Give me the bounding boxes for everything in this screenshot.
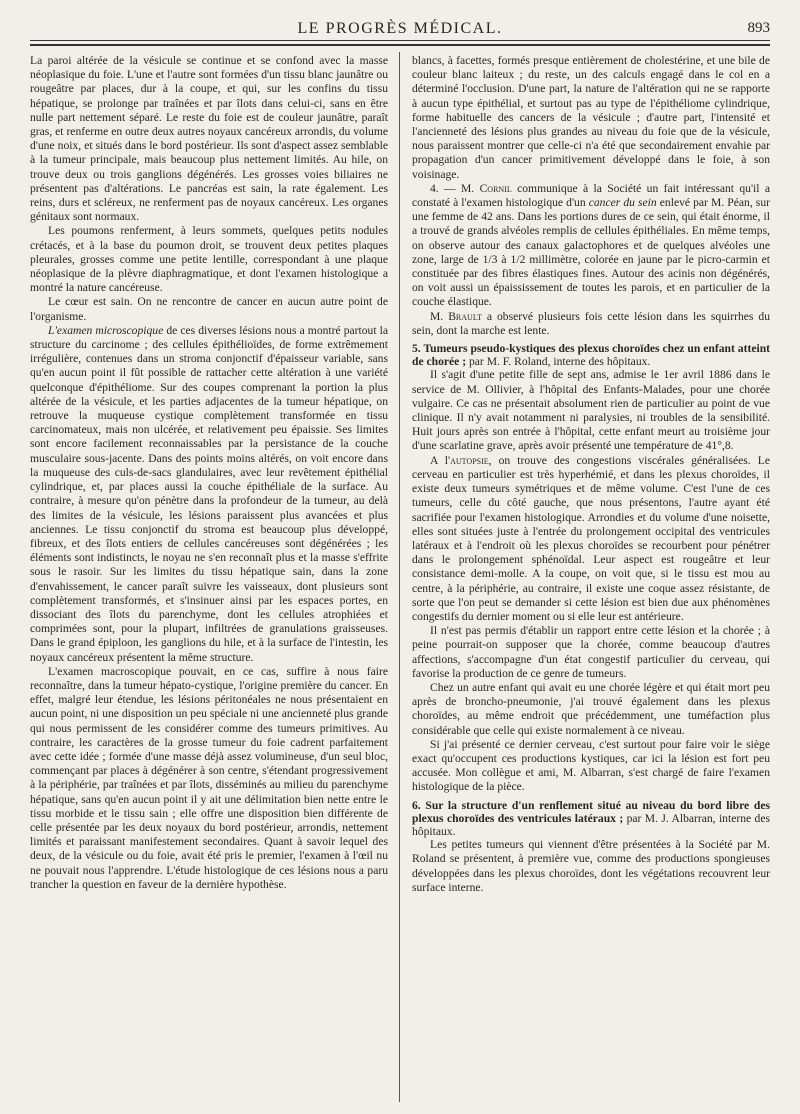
section-heading xyxy=(412,342,770,368)
paragraph: Les petites tumeurs qui viennent d'être présentées à la Société par M. Roland se présentent, à première vue, comme des productions spongieuses développées dans les plexus choroïdes, dont les végétations recouvrent leur surface interne. xyxy=(412,838,770,894)
left-column xyxy=(30,54,388,1106)
emphasis: L'examen microscopique xyxy=(48,323,164,337)
small-caps-word: autopsie xyxy=(450,453,489,467)
paragraph: Il n'est pas permis d'établir un rapport entre cette lésion et la chorée ; à peine pourrait-on supposer que la chorée, comme beaucoup d'autres affections, s'accompagne d'un état congestif particulier du cerveau, qui favorise la production de ce genre de tumeurs. xyxy=(412,624,770,680)
paragraph: Il s'agit d'une petite fille de sept ans, admise le 1er avril 1886 dans le service de M. Ollivier, à l'hôpital des Enfants-Malades, pour une chorée vulgaire. Ce cas ne présentait absolument rien de particulier au point de vue clinique. Il n'y avait notamment ni paralysies, ni troubles de la sensibilité. Huit jours après son entrée à l'hôpital, cette enfant meurt au troisième jour d'une scarlatine grave, après avoir présenté une température de 41°,8. xyxy=(412,368,770,453)
paragraph-text: A l' xyxy=(430,453,451,467)
paragraph: Chez un autre enfant qui avait eu une chorée légère et qui était mort peu après de broncho-pneumonie, j'ai trouvé également dans les plexus choroïdes, au même endroit que précédemment, une tuméfaction plus considérable que celle qui existe normalement à ce niveau. xyxy=(412,680,770,737)
author-name: Brault xyxy=(448,309,482,323)
paragraph xyxy=(412,182,770,310)
paragraph-text: de ces diverses lésions nous a montré partout la structure du carcinome ; des cellules épithélioïdes, de forme extrêmement irrégulière, contenues dans un stroma conjonctif d'épaisseur variable, sans qu'en aucun point il fût possible de rattacher cette altération à une variété quelconque d'épithéliome. Sur des coupes comprenant la portion la plus altérée de la vésicule, et les parties adjacentes de la tumeur hépatique, on retrouve la muqueuse cystique complètement transformée en tissu carcinomateux, mais non ulcérée, et relativement peu épaissie. Ses limites sont encore facilement reconnaissables par la persistance de la couche musculaire sous-jacente. Dans des points moins altérés, on voit encore dans la muqueuse des culs-de-sacs glandulaires, avec leur revêtement épithélial cylindrique, et, par places aussi la couche épithéliale de la surface. Au contraire, à mesure qu'on pénètre dans la profondeur de la tumeur, au delà des limites de la vésicule, les lésions paraissent plus avancées et plus anciennes. Le tissu conjonctif du stroma est beaucoup plus développé, fibreux, et des îlots entiers de cellules cancéreuses sont dégénérées ; les éléments sont indistincts, le noyau ne s'en reconnaît plus et la masse s'effrite sous le rasoir. Sur les limites du tissu hépatique sain, dans la zone d'envahissement, le cancer paraît suivre les vaisseaux, dont plusieurs sont complètement transformés, et s'insinuer ainsi par les espaces portes, en dissociant des îlots du parenchyme, dont les cellules atrophiées et comprimées sont, pour la plupart, infiltrées de granulations graisseuses. Dans le grand épiploon, les ganglions du hile, et à la surface de l'intestin, les noyaux cancéreux présentent la même structure. xyxy=(30,323,388,664)
section-title: 5. Tumeurs pseudo-kystiques des plexus choroïdes chez un enfant atteint de chorée ; xyxy=(412,342,770,369)
paragraph: Les poumons renferment, à leurs sommets, quelques petits nodules crétacés, et à la base du poumon droit, se trouvent deux petites plaques pleurales, grosses comme une petite lentille, correspondant à une plaque néoplasique de la plèvre diaphragmatique, et dont l'examen histologique a montré la nature cancéreuse. xyxy=(30,224,388,295)
journal-title: LE PROGRÈS MÉDICAL. xyxy=(297,20,503,37)
paragraph-text: a observé plusieurs fois cette lésion dans les squirrhes du sein, dont la marche est lente. xyxy=(412,309,770,337)
section-title: 6. Sur la structure d'un renflement situé au niveau du bord libre des plexus choroïdes des ventricules latéraux ; xyxy=(412,798,770,825)
emphasis: cancer du sein xyxy=(588,196,657,210)
column-divider xyxy=(399,52,400,1102)
paragraph xyxy=(412,454,770,624)
paragraph: Si j'ai présenté ce dernier cerveau, c'est surtout pour faire voir le siège exact qu'occupent ces productions kystiques, car ici la lésion est fort peu accusée. Mon collègue et ami, M. Albarran, s'est chargé de faire l'examen histologique de la pièce. xyxy=(412,737,770,794)
section-byline: par M. F. Roland, interne des hôpitaux. xyxy=(466,355,651,369)
section-byline: par M. J. Albarran, interne des hôpitaux. xyxy=(412,811,770,838)
header-double-rule xyxy=(30,44,770,46)
section-heading xyxy=(412,799,770,839)
page-number: 893 xyxy=(747,20,770,36)
paragraph xyxy=(412,310,770,338)
paragraph: La paroi altérée de la vésicule se continue et se confond avec la masse néoplasique du foie. L'une et l'autre sont formées d'un tissu blanc jaunâtre ou rougeâtre par places, dur à la coupe, et qui, sur les confins du tissu hépatique, se prolonge par traînées et par îlots dans celui-ci, sans en être nulle part nettement séparé. Le reste du foie est de couleur jaunâtre, paraît gras, et renferme en outre deux autres noyaux cancéreux arrondis, du volume d'une noix, et situés dans le bord postérieur. Ils sont d'aspect assez semblable à la tumeur principale, mais beaucoup plus nettement limités. Au hile, on trouve deux ou trois ganglions dégénérés. Les grosses voies biliaires ne présentent pas d'altérations. Le pancréas est sain, la rate également. Les reins, durs et scléreux, ne renferment pas de noyaux cancéreux. Les organes génitaux sont normaux. xyxy=(30,54,388,224)
running-header xyxy=(30,18,770,41)
paragraph: L'examen macroscopique pouvait, en ce cas, suffire à nous faire reconnaître, dans la tumeur hépato-cystique, l'origine première du cancer. En effet, malgré leur étendue, les lésions péritonéales ne nous présentaient en aucun point, ni une disposition un peu spéciale ni une ancienneté plus grande qui nous permissent de les considérer comme des tumeurs primitives. Au contraire, les caractères de la grosse tumeur du foie cadrent parfaitement avec cette idée ; formée d'une masse déjà assez volumineuse, d'un seul bloc, commençant par places à dégénérer à son centre, s'étendant progressivement à la périphérie, par traînées et par îlots, disséminés au milieu du parenchyme hépatique, sans qu'en aucun point il y ait une délimitation bien nette entre le tissu morbide et le tissu sain ; elle offre une disposition bien différente de celle présentée par les deux noyaux du bord postérieur, arrondis, nettement limités et paraissant manifestement secondaires. Quant à savoir lequel des deux, de la vésicule ou du foie, avait été pris le premier, l'examen à l'œil nu ne pouvait nous l'apprendre. L'étude histologique de ces lésions nous a paru trancher la question en faveur de la dernière hypothèse. xyxy=(30,664,388,891)
paragraph: blancs, à facettes, formés presque entièrement de cholestérine, et une bile de couleur blanc laiteux ; du reste, un des calculs engagé dans le col en a déterminé l'occlusion. D'une part, la nature de l'altération qui ne se rapporte à aucun type épithélial, et surtout pas au type de l'épithéliome cylindrique, forme habituelle des cancers de la vésicule ; d'autre part, l'intensité et l'ancienneté des lésions plus grandes au niveau du foie que de la vésicule, nous paraissent montrer que celle-ci n'a été que secondairement envahie par propagation d'un cancer primitivement développé dans le foie, à son voisinage. xyxy=(412,54,770,181)
paragraph-text: communique à la Société un fait intéressant qu'il a constaté à l'examen histologique d'un xyxy=(412,181,770,210)
paragraph: Le cœur est sain. On ne rencontre de cancer en aucun autre point de l'organisme. xyxy=(30,295,388,323)
paragraph-text: 4. — M. xyxy=(430,181,480,195)
paragraph-text: , on trouve des congestions viscérales généralisées. Le cerveau en particulier est très hyperhémié, et dans les plexus choroïdes, il existe deux tumeurs symétriques et de même volume. C'est l'une de ces tumeurs, celle du côté gauche, que nous présentons, l'autre ayant été sacrifiée pour l'examen histologique. Arrondies et du volume d'une noisette, elles sont situées juste à l'entrée du prolongement occipital des ventricules latéraux et à l'endroit où les plexus choroïdes se recourbent pour pénétrer dans le prolongement sphénoïdal. Leur aspect est rougeâtre et leur consistance demi-molle. A la coupe, on voit que, si le tissu est mou au centre, à la périphérie, au contraire, il existe une coque assez résistante, de sorte que l'on peut se demander si cette lésion est bien due aux phénomènes congestifs du dernier moment ou si elle leur est antérieure. xyxy=(412,453,770,623)
right-column xyxy=(412,54,770,1106)
paragraph xyxy=(30,324,388,665)
paragraph-text: enlevé par M. Péan, sur une femme de 42 ans. Dans les portions dures de ce sein, qui était énorme, il a trouvé de grands alvéoles remplis de cellules épithéliales. En même temps, on observe autour des canaux galactophores et de quelques alvéoles une zone, large de 1/3 à 1/2 millimètre, colorée en jaune par le picro-carmin et constituée par des fibres élastiques fines. Autour des acinis non dégénérés, on voit aussi un épaississement de toutes les parois, et en particulier de la couche élastique. xyxy=(412,196,770,309)
paragraph-text: M. xyxy=(430,309,449,323)
author-name: Cornil xyxy=(479,181,512,195)
